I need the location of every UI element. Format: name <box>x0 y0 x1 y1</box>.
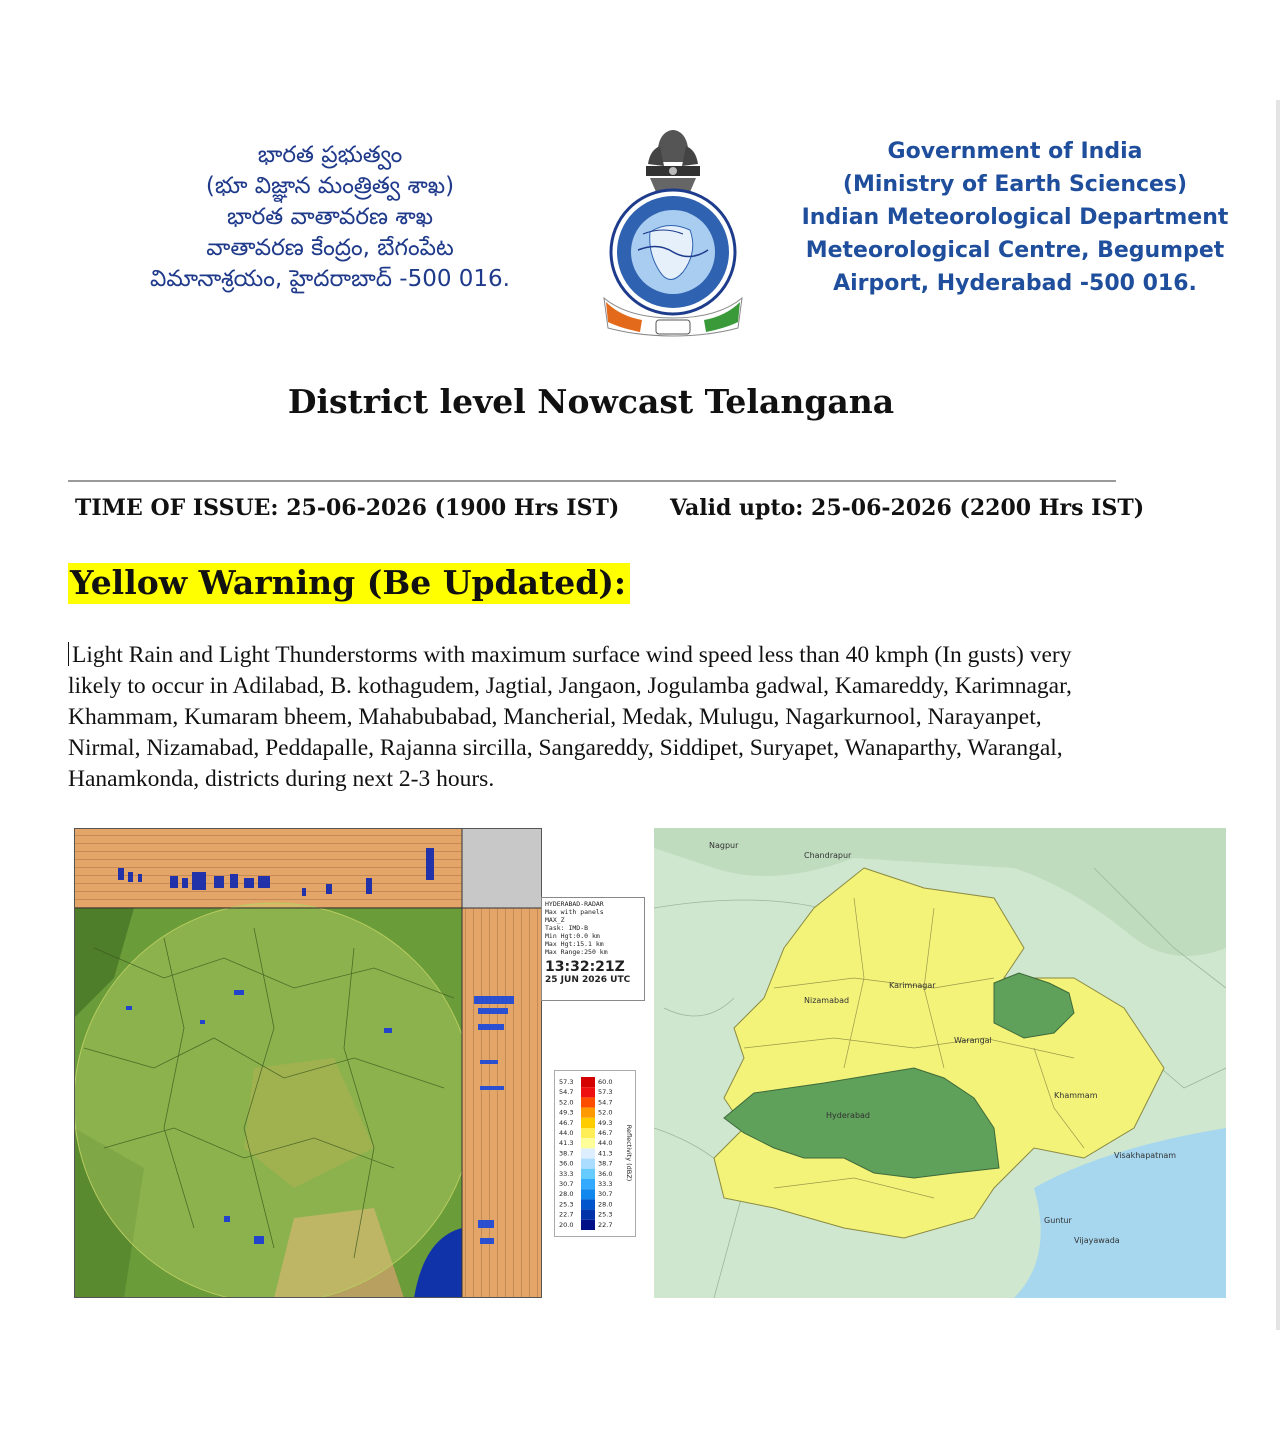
map-place-label: Hyderabad <box>826 1111 870 1120</box>
scale-color-swatch <box>581 1097 595 1107</box>
scale-color-swatch <box>581 1159 595 1169</box>
map-place-label: Karimnagar <box>889 981 936 990</box>
scale-value-left: 41.3 <box>559 1139 574 1148</box>
scale-color-swatch <box>581 1220 595 1230</box>
warning-text-paragraph[interactable] <box>68 640 1108 795</box>
radar-info-line: Max Range:250 km <box>545 948 608 956</box>
scale-value-right: 57.3 <box>598 1088 613 1097</box>
telugu-line: (భూ విజ్ఞాన మంత్రిత్వ శాఖ) <box>205 173 455 199</box>
district-warning-map <box>654 828 1226 1298</box>
scale-value-right: 49.3 <box>598 1118 613 1127</box>
scale-color-swatch <box>581 1077 595 1087</box>
scale-value-left: 54.7 <box>559 1088 574 1097</box>
scale-value-left: 52.0 <box>559 1098 574 1107</box>
scale-value-right: 28.0 <box>598 1200 613 1209</box>
map-place-label: Khammam <box>1054 1091 1098 1100</box>
radar-info-line: HYDERABAD-RADAR <box>545 900 604 908</box>
scale-value-right: 60.0 <box>598 1078 613 1086</box>
map-place-label: Chandrapur <box>804 851 852 860</box>
map-place-label: Guntur <box>1044 1216 1072 1225</box>
scale-color-swatch <box>581 1108 595 1118</box>
scale-value-right: 41.3 <box>598 1149 613 1158</box>
scale-color-swatch <box>581 1138 595 1148</box>
scale-color-swatch <box>581 1189 595 1199</box>
scale-value-right: 33.3 <box>598 1180 613 1188</box>
radar-info-line: Task: IMD-B <box>545 924 589 932</box>
map-place-label: Visakhapatnam <box>1114 1151 1177 1160</box>
scale-value-left: 57.3 <box>559 1078 574 1086</box>
document-title: District level Nowcast Telangana <box>287 382 895 421</box>
warning-text: Light Rain and Light Thunderstorms with maximum surface wind speed less than 40 kmph (In gusts) very likely to occur in Adilabad, B. kothagudem, Jagtial, Jangaon, Jogulamba gadwal, Kamareddy, Karimnagar, Khammam, Kumaram bheem, Mahabubabad, Mancherial, Medak, Mulugu, Nagarkurnool, Narayanpet, Nirmal, Nizamabad, Peddapalle, Rajanna sircilla, Sangareddy, Siddipet, Suryapet, Wanaparthy, Warangal, Hanamkonda, districts during next 2-3 hours. <box>68 642 1072 792</box>
scale-value-left: 30.7 <box>559 1180 574 1188</box>
page-edge <box>1276 100 1280 1330</box>
scale-value-left: 46.7 <box>559 1118 574 1127</box>
radar-time: 13:32:21Z <box>545 959 625 975</box>
scale-value-left: 28.0 <box>559 1190 574 1199</box>
telugu-line: భారత ప్రభుత్వం <box>257 142 403 168</box>
map-place-label: Nagpur <box>709 841 739 850</box>
scale-color-swatch <box>581 1148 595 1158</box>
reflectivity-scale <box>554 1070 636 1237</box>
map-place-label: Nizamabad <box>804 996 850 1005</box>
scale-color-swatch <box>581 1199 595 1209</box>
radar-info-line: Max Hgt:15.1 km <box>545 940 604 948</box>
scale-color-swatch <box>581 1179 595 1189</box>
radar-info-box <box>541 897 645 1001</box>
scale-value-left: 49.3 <box>559 1108 574 1117</box>
radar-info-line: MAX_Z <box>545 916 565 924</box>
scale-value-right: 30.7 <box>598 1190 613 1199</box>
scale-color-swatch <box>581 1118 595 1128</box>
scale-color-swatch <box>581 1169 595 1179</box>
scale-value-right: 36.0 <box>598 1169 613 1178</box>
scale-value-right: 22.7 <box>598 1220 613 1229</box>
time-of-issue: TIME OF ISSUE: 25-06-2026 (1900 Hrs IST) <box>75 495 620 521</box>
telugu-line: విమానాశ్రయం, హైదరాబాద్ -500 016. <box>149 266 510 292</box>
scale-value-left: 36.0 <box>559 1159 574 1168</box>
english-line: (Ministry of Earth Sciences) <box>842 172 1188 197</box>
scale-value-right: 38.7 <box>598 1159 613 1168</box>
scale-label: Reflectivity (dBZ) <box>625 1124 633 1182</box>
text-cursor <box>68 642 69 666</box>
english-line: Indian Meteorological Department <box>801 205 1229 230</box>
radar-info-line: Min Hgt:0.0 km <box>545 932 600 940</box>
scale-value-right: 46.7 <box>598 1129 613 1137</box>
telugu-line: వాతావరణ కేంద్రం, బేగంపేట <box>206 235 454 261</box>
warning-heading: Yellow Warning (Be Updated): <box>68 563 630 604</box>
scale-value-left: 22.7 <box>559 1210 574 1219</box>
scale-value-right: 44.0 <box>598 1139 613 1148</box>
english-address-block <box>785 135 1245 300</box>
map-place-label: Warangal <box>954 1036 992 1045</box>
scale-value-left: 38.7 <box>559 1149 574 1158</box>
scale-value-right: 25.3 <box>598 1210 613 1219</box>
divider <box>68 480 1116 482</box>
english-line: Government of India <box>887 139 1143 164</box>
english-line: Airport, Hyderabad -500 016. <box>833 271 1197 296</box>
valid-upto: Valid upto: 25-06-2026 (2200 Hrs IST) <box>670 495 1145 521</box>
radar-date: 25 JUN 2026 UTC <box>545 975 631 985</box>
imd-emblem-icon <box>598 122 748 340</box>
english-line: Meteorological Centre, Begumpet <box>805 238 1225 263</box>
scale-value-left: 33.3 <box>559 1169 574 1178</box>
radar-image <box>74 828 542 1298</box>
scale-value-left: 44.0 <box>559 1129 574 1137</box>
scale-color-swatch <box>581 1128 595 1138</box>
scale-value-right: 52.0 <box>598 1108 613 1117</box>
scale-color-swatch <box>581 1210 595 1220</box>
scale-color-swatch <box>581 1087 595 1097</box>
scale-value-left: 20.0 <box>559 1220 574 1229</box>
scale-value-left: 25.3 <box>559 1200 574 1209</box>
telugu-address-block <box>80 140 580 295</box>
map-place-label: Vijayawada <box>1074 1236 1120 1245</box>
telugu-line: భారత వాతావరణ శాఖ <box>227 204 433 230</box>
radar-info-line: Max with panels <box>545 908 604 916</box>
scale-value-right: 54.7 <box>598 1098 613 1107</box>
